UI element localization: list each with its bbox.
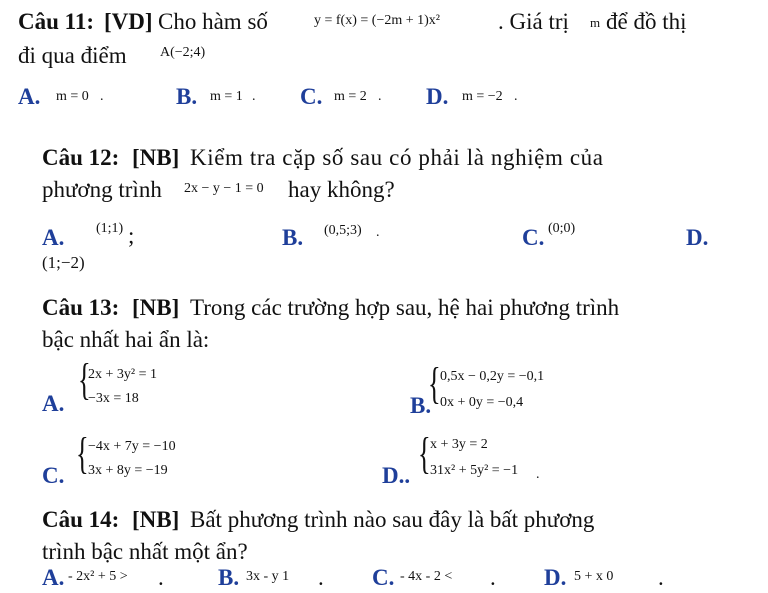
q11-text2: . Giá trị xyxy=(498,9,569,34)
q13-option-a-label: A. xyxy=(42,391,65,416)
q13-option-a-line1: 2x + 3y² = 1 xyxy=(88,367,157,382)
q11-level: [VD] xyxy=(104,9,153,34)
q11-option-d-label: D. xyxy=(426,84,449,109)
q14-text1: Bất phương trình nào sau đây là bất phương xyxy=(190,507,595,532)
q14-option-b-suffix: . xyxy=(318,565,324,590)
q12-option-a-label: A. xyxy=(42,225,65,250)
q11-text1: Cho hàm số xyxy=(158,9,268,34)
q14-option-c-suffix: . xyxy=(490,565,496,590)
q13-option-b-line2: 0x + 0y = −0,4 xyxy=(440,395,524,410)
q14-option-a-value: - 2x² + 5 > xyxy=(68,569,128,584)
q13-option-d-line1: x + 3y = 2 xyxy=(430,437,488,452)
q14-option-c-value: - 4x - 2 < xyxy=(400,569,453,584)
q11-text3: để đồ thị xyxy=(606,9,687,34)
q13-option-d-brace: { xyxy=(418,429,431,478)
q14-option-d-suffix: . xyxy=(658,565,664,590)
q14-option-d-value: 5 + x 0 xyxy=(574,569,614,584)
q13-option-b-brace: { xyxy=(428,359,441,408)
q13-option-c-line1: −4x + 7y = −10 xyxy=(88,439,176,454)
q12-option-c-value: (0;0) xyxy=(548,221,576,236)
q14-option-b-value: 3x - y 1 xyxy=(246,569,290,584)
q12-option-d-value: (1;−2) xyxy=(42,253,85,272)
q11-text4: đi qua điểm xyxy=(18,43,127,68)
q12-option-b-label: B. xyxy=(282,225,304,250)
q12-option-b-value: (0,5;3) xyxy=(324,223,362,238)
q11-option-b-suffix: . xyxy=(252,89,256,104)
q13-text2: bậc nhất hai ẩn là: xyxy=(42,327,210,352)
q12-text1: Kiểm tra cặp số sau có phải là nghiệm của xyxy=(190,145,604,170)
q13-option-a-line2: −3x = 18 xyxy=(88,391,139,406)
q11-point: A(−2;4) xyxy=(160,45,206,60)
q13-option-c-label: C. xyxy=(42,463,65,488)
q12-label: Câu 12: xyxy=(42,145,120,170)
q11-option-a-value: m = 0 xyxy=(56,89,89,104)
q13-option-d-line2: 31x² + 5y² = −1 xyxy=(430,463,519,478)
q14-option-a-label: A. xyxy=(42,565,65,590)
q13-level: [NB] xyxy=(132,295,180,320)
q13-option-c-line2: 3x + 8y = −19 xyxy=(88,463,168,478)
q11-function: y = f(x) = (−2m + 1)x² xyxy=(314,13,440,28)
q14-option-b-label: B. xyxy=(218,565,240,590)
q11-option-c-suffix: . xyxy=(378,89,382,104)
q11-option-c-label: C. xyxy=(300,84,323,109)
q13-text1: Trong các trường hợp sau, hệ hai phương trình xyxy=(190,295,620,320)
q11-label: Câu 11: xyxy=(18,9,95,34)
q11-option-b-value: m = 1 xyxy=(210,89,243,104)
q12-option-b-suffix: . xyxy=(376,225,380,240)
q12-option-a-value: (1;1) xyxy=(96,221,124,236)
q11-option-a-suffix: . xyxy=(100,89,104,104)
q11-option-c-value: m = 2 xyxy=(334,89,367,104)
q12-option-d-label: D. xyxy=(686,225,709,250)
q11-param: m xyxy=(590,15,601,30)
q13-option-d-suffix: . xyxy=(536,467,540,482)
q13-label: Câu 13: xyxy=(42,295,120,320)
q11-option-b-label: B. xyxy=(176,84,198,109)
q12-option-c-label: C. xyxy=(522,225,545,250)
q13-option-c-brace: { xyxy=(76,429,89,478)
q13-option-b-label: B. xyxy=(410,393,432,418)
q12-level: [NB] xyxy=(132,145,180,170)
q12-text2: phương trình xyxy=(42,177,162,202)
q14-option-c-label: C. xyxy=(372,565,395,590)
q14-label: Câu 14: xyxy=(42,507,120,532)
q12-option-a-suffix: ; xyxy=(128,223,135,248)
q13-option-b-line1: 0,5x − 0,2y = −0,1 xyxy=(440,369,545,384)
q14-option-a-suffix: . xyxy=(158,565,164,590)
q12-equation: 2x − y − 1 = 0 xyxy=(184,181,264,196)
q13-option-d-label: D.. xyxy=(382,463,411,488)
q14-level: [NB] xyxy=(132,507,180,532)
q12-text3: hay không? xyxy=(288,177,395,202)
q13-option-a-brace: { xyxy=(78,355,91,404)
q14-text2: trình bậc nhất một ẩn? xyxy=(42,539,248,564)
q11-option-d-suffix: . xyxy=(514,89,518,104)
q11-option-d-value: m = −2 xyxy=(462,89,503,104)
q11-option-a-label: A. xyxy=(18,84,41,109)
q14-option-d-label: D. xyxy=(544,565,567,590)
